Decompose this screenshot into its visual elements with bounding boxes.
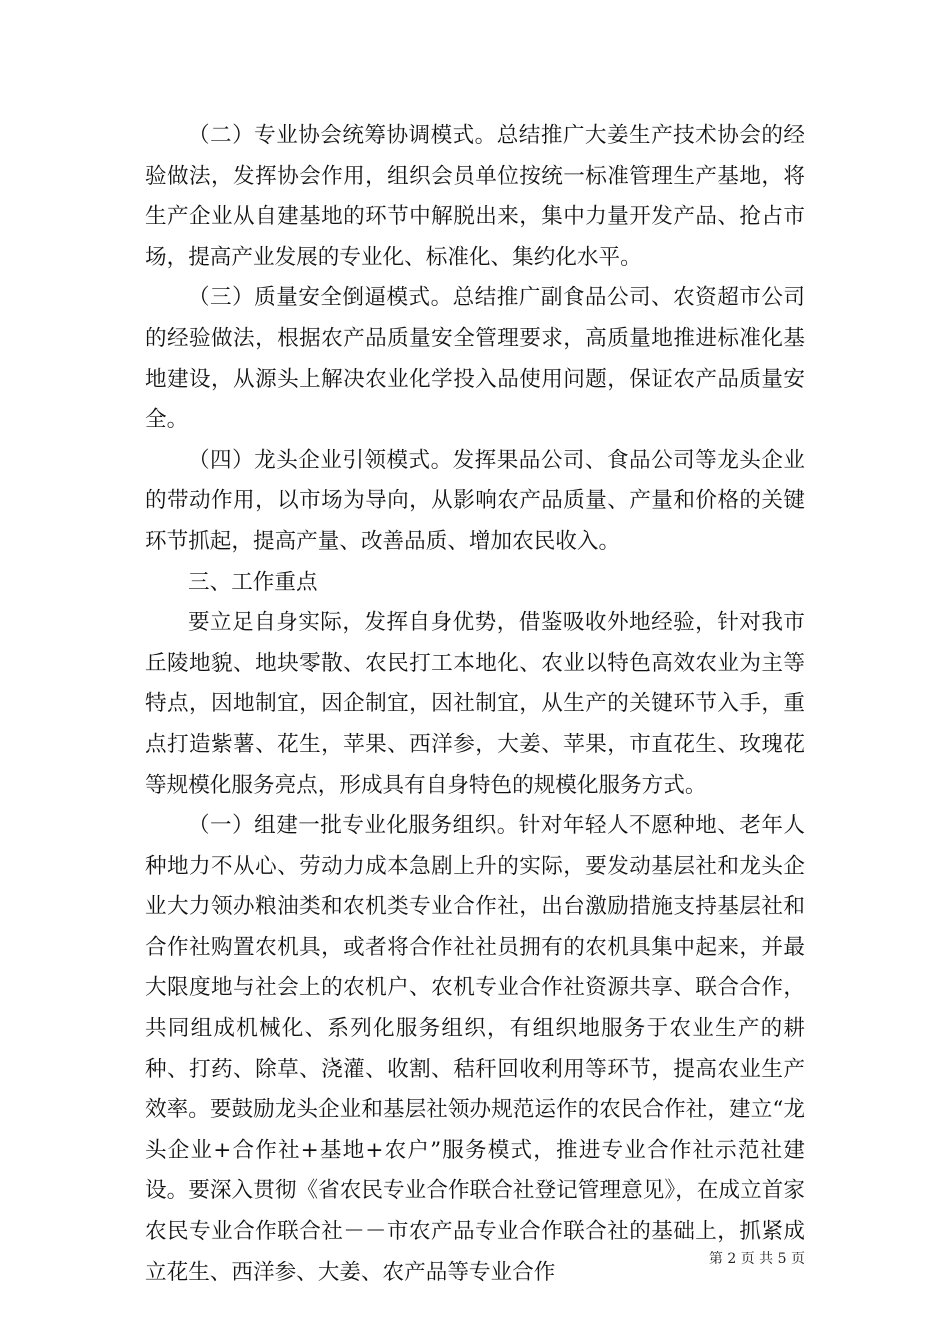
paragraph-quality-model: （三）质量安全倒逼模式。总结推广副食品公司、农资超市公司的经验做法，根据农产品质量安全管理要求，高质量地推进标准化基地建设，从源头上解决农业化学投入品使用问题，保证农产品质量安全。 xyxy=(145,285,805,433)
paragraph-association-model: （二）专业协会统筹协调模式。总结推广大姜生产技术协会的经验做法，发挥协会作用，组织会员单位按统一标准管理生产基地，将生产企业从自建基地的环节中解脱出来，集中力量开发产品、抢占市场，提高产业发展的专业化、标准化、集约化水平。 xyxy=(145,123,805,270)
paragraph-service-organization: （一）组建一批专业化服务组织。针对年轻人不愿种地、老年人种地力不从心、劳动力成本急剧上升的实际，要发动基层社和龙头企业大力领办粮油类和农机类专业合作社，出台激励措施支持基层社和合作社购置农机具，或者将合作社社员拥有的农机具集中起来，并最大限度地与社会上的农机户、农机专业合作社资源共享、联合合作，共同组成机械化、系列化服务组织，有组织地服务于农业生产的耕种、打药、除草、浇灌、收割、秸秆回收利用等环节，提高农业生产效率。要鼓励龙头企业和基层社领办规范运作的农民合作社，建立“龙头企业+合作社+基地+农户”服务模式，推进专业合作社示范社建设。要深入贯彻《省农民专业合作联合社登记管理意见》，在成立首家农民专业合作联合社－－市农产品专业合作联合社的基础上，抓紧成立花生、西洋参、大姜、农产品等专业合作 xyxy=(145,813,805,1285)
section-heading-work-focus: 三、工作重点 xyxy=(188,569,318,595)
paragraph-work-focus-intro: 要立足自身实际，发挥自身优势，借鉴吸收外地经验，针对我市丘陵地貌、地块零散、农民打工本地化、农业以特色高效农业为主等特点，因地制宜，因企制宜，因社制宜，从生产的关键环节入手，重点打造紫薯、花生，苹果、西洋参，大姜、苹果，市直花生、玫瑰花等规模化服务亮点，形成具有自身特色的规模化服务方式。 xyxy=(145,610,805,798)
page-number: 第 2 页 共 5 页 xyxy=(708,1251,805,1267)
paragraph-leading-enterprise-model: （四）龙头企业引领模式。发挥果品公司、食品公司等龙头企业的带动作用，以市场为导向，从影响农产品质量、产量和价格的关键环节抓起，提高产量、改善品质、增加农民收入。 xyxy=(145,447,805,554)
document-body xyxy=(145,116,805,1293)
